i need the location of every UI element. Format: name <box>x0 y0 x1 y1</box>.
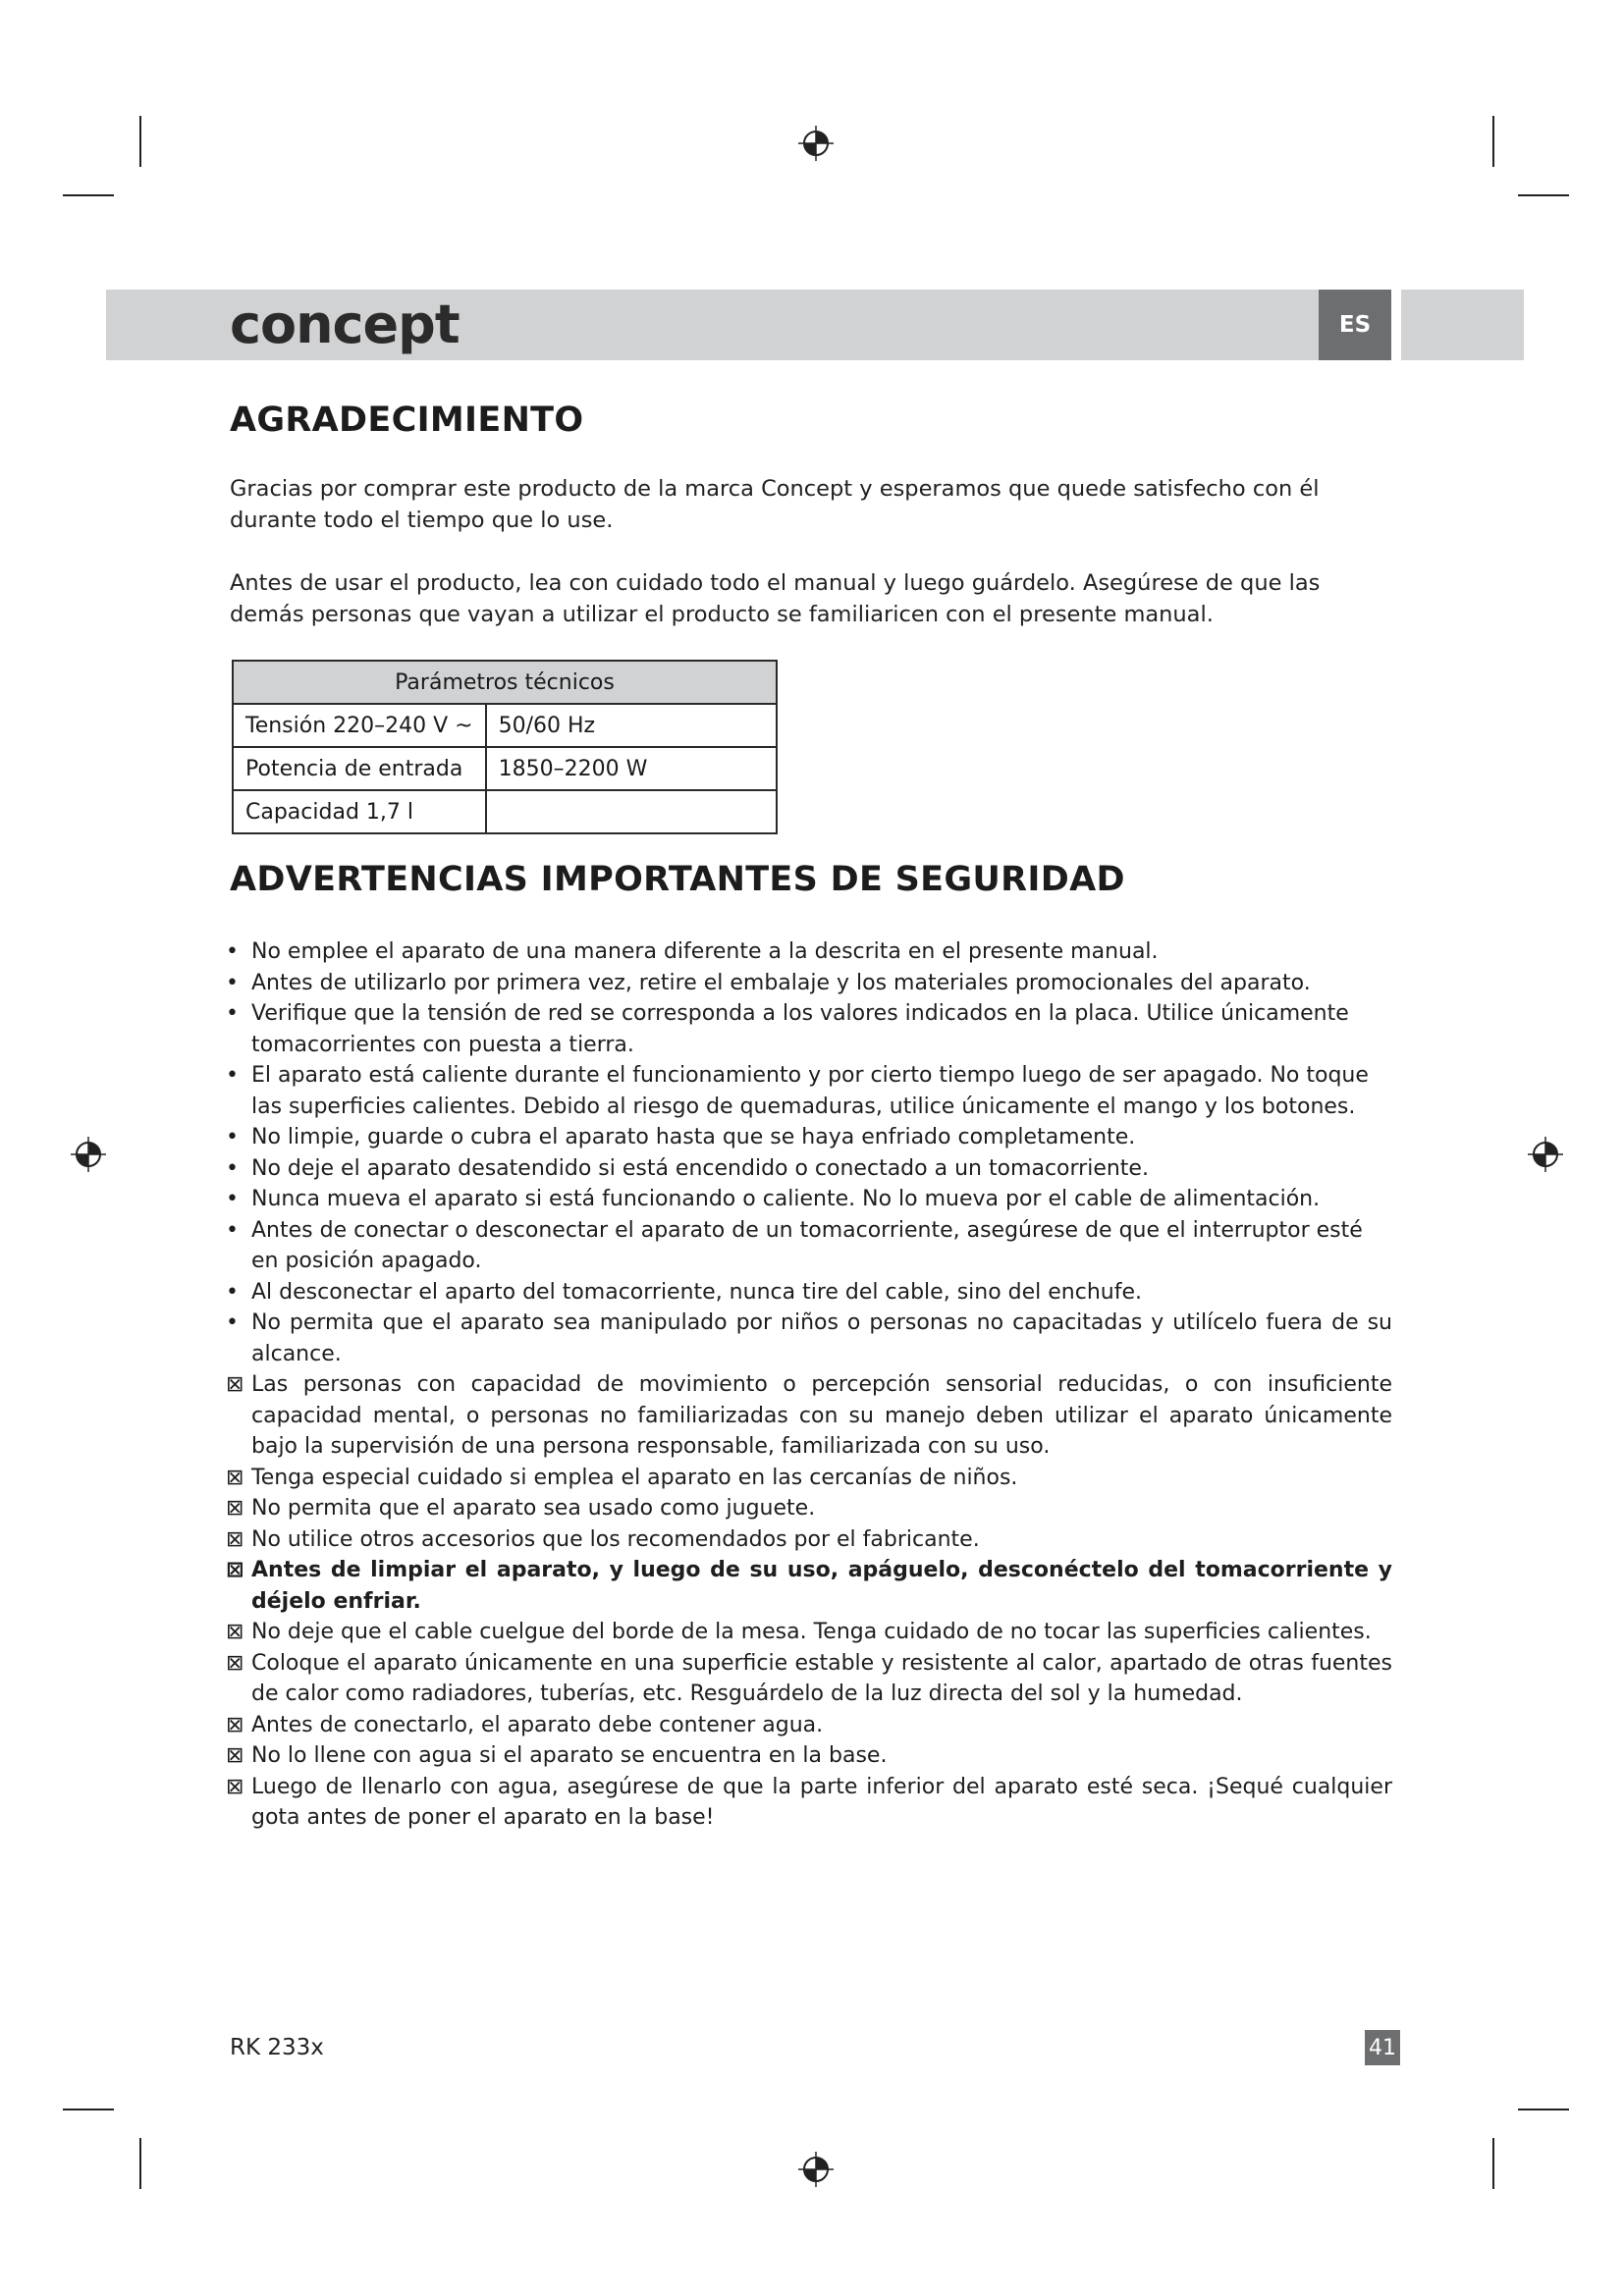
crop-mark-top-right-h <box>1518 194 1569 196</box>
list-item-text: No emplee el aparato de una manera diferente a la descrita en el presente manual. <box>251 939 1159 964</box>
list-item-text: Antes de limpiar el aparato, y luego de su uso, apáguelo, desconéctelo del tomacorriente y déjelo enfriar. <box>251 1558 1392 1614</box>
list-item <box>226 1308 1392 1369</box>
list-item-text: No deje el aparato desatendido si está encendido o conectado a un tomacorriente. <box>251 1155 1149 1181</box>
crop-mark-top-left-h <box>63 194 114 196</box>
thanks-paragraph-2: Antes de usar el producto, lea con cuidado todo el manual y luego guárdelo. Asegúrese de que las demás personas que vayan a utilizar el producto se familiaricen con el presente manual. <box>230 570 1321 627</box>
thanks-title: AGRADECIMIENTO <box>230 400 584 440</box>
box-marker: ⊠ <box>226 1465 244 1490</box>
table-header: Parámetros técnicos <box>233 661 777 704</box>
brand-logo: concept <box>230 294 460 355</box>
list-item-text: No utilice otros accesorios que los recomendados por el fabricante. <box>251 1526 980 1552</box>
list-item-text: No permita que el aparato sea usado como juguete. <box>251 1496 816 1521</box>
list-item-text: Antes de utilizarlo por primera vez, retire el embalaje y los materiales promocionales del aparato. <box>251 970 1311 995</box>
technical-parameters-table <box>232 660 778 834</box>
list-item-text: El aparato está caliente durante el funcionamiento y por cierto tiempo luego de ser apagado. No toque las superficies calientes. Debido al riesgo de quemaduras, utilice únicamente el mango y los botones. <box>251 1063 1369 1119</box>
bullet-marker: • <box>226 1125 239 1149</box>
list-item-text: No deje que el cable cuelgue del borde de la mesa. Tenga cuidado de no tocar las superficies calientes. <box>251 1620 1372 1644</box>
bullet-marker: • <box>226 939 239 964</box>
box-marker: ⊠ <box>226 1496 244 1521</box>
table-cell: Potencia de entrada <box>233 747 486 790</box>
list-item <box>226 1122 1392 1153</box>
crop-mark-bottom-right <box>1492 2138 1494 2189</box>
list-item-text: Verifique que la tensión de red se corresponda a los valores indicados en la placa. Utilice únicamente tomacorrientes con puesta a tierra. <box>251 1001 1349 1057</box>
registration-mark-top-icon <box>796 124 836 163</box>
table-cell: 1850–2200 W <box>486 747 777 790</box>
crop-mark-bottom-left <box>139 2138 141 2189</box>
crop-mark-bottom-left-h <box>63 2109 114 2110</box>
bullet-marker: • <box>226 1279 239 1305</box>
list-item <box>226 1277 1392 1308</box>
box-marker: ⊠ <box>226 1712 244 1737</box>
safety-list <box>226 936 1392 1834</box>
bullet-marker: • <box>226 1310 239 1335</box>
list-item <box>226 1493 1392 1524</box>
list-item <box>226 1555 1392 1617</box>
list-item <box>226 1648 1392 1710</box>
list-item-text: No limpie, guarde o cubra el aparato hasta que se haya enfriado completamente. <box>251 1125 1136 1149</box>
table-header-row <box>233 661 777 704</box>
bullet-marker: • <box>226 1063 239 1088</box>
bullet-marker: • <box>226 1155 239 1181</box>
box-marker: ⊠ <box>226 1620 244 1644</box>
table-row <box>233 704 777 747</box>
box-marker: ⊠ <box>226 1774 244 1799</box>
table-cell <box>486 790 777 833</box>
bullet-marker: • <box>226 1217 239 1243</box>
table-cell: Capacidad 1,7 l <box>233 790 486 833</box>
list-item-text: Al desconectar el aparto del tomacorriente, nunca tire del cable, sino del enchufe. <box>251 1279 1143 1305</box>
list-item-text: Nunca mueva el aparato si está funcionando o caliente. No lo mueva por el cable de alimentación. <box>251 1187 1321 1211</box>
list-item-text: Antes de conectarlo, el aparato debe contener agua. <box>251 1712 824 1737</box>
bullet-marker: • <box>226 1001 239 1026</box>
list-item <box>226 936 1392 968</box>
bullet-marker: • <box>226 970 239 995</box>
list-item-text: Tenga especial cuidado si emplea el aparato en las cercanías de niños. <box>251 1465 1018 1490</box>
header-gap <box>1391 290 1401 360</box>
crop-mark-bottom-right-h <box>1518 2109 1569 2110</box>
crop-mark-top-right <box>1492 116 1494 167</box>
list-item <box>226 968 1392 999</box>
page-number: 41 <box>1365 2030 1400 2065</box>
list-item <box>226 1215 1392 1277</box>
list-item <box>226 1740 1392 1772</box>
list-item <box>226 1184 1392 1215</box>
list-item <box>226 1617 1392 1648</box>
box-marker: ⊠ <box>226 1526 244 1552</box>
thanks-paragraph-1: Gracias por comprar este producto de la marca Concept y esperamos que quede satisfecho con él durante todo el tiempo que lo use. <box>230 476 1320 533</box>
list-item <box>226 1524 1392 1556</box>
list-item-text: No lo llene con agua si el aparato se encuentra en la base. <box>251 1743 888 1768</box>
list-item-text: Antes de conectar o desconectar el aparato de un tomacorriente, asegúrese de que el interruptor esté en posición apagado. <box>251 1217 1363 1273</box>
list-item <box>226 1153 1392 1185</box>
box-marker: ⊠ <box>226 1650 244 1676</box>
registration-mark-right-icon <box>1526 1135 1565 1174</box>
list-item-text: Coloque el aparato únicamente en una superficie estable y resistente al calor, apartado de otras fuentes de calor como radiadores, tuberías, etc. Resguárdelo de la luz directa del sol y la humedad. <box>251 1650 1392 1706</box>
safety-title: ADVERTENCIAS IMPORTANTES DE SEGURIDAD <box>230 860 1125 899</box>
list-item <box>226 1463 1392 1494</box>
box-marker: ⊠ <box>226 1372 244 1397</box>
table-cell: 50/60 Hz <box>486 704 777 747</box>
language-badge: ES <box>1319 290 1391 360</box>
list-item <box>226 998 1392 1060</box>
list-item-text: Las personas con capacidad de movimiento o percepción sensorial reducidas, o con insuficiente capacidad mental, o personas no familiarizadas con su manejo deben utilizar el aparato únicamente bajo la supervisión de una persona responsable, familiarizada con su uso. <box>251 1372 1392 1459</box>
list-item <box>226 1710 1392 1741</box>
list-item-text: Luego de llenarlo con agua, asegúrese de que la parte inferior del aparato esté seca. ¡Sequé cualquier gota antes de poner el aparato en la base! <box>251 1774 1392 1830</box>
registration-mark-left-icon <box>69 1135 108 1174</box>
list-item <box>226 1772 1392 1834</box>
registration-mark-bottom-icon <box>796 2150 836 2189</box>
table-row <box>233 790 777 833</box>
table-cell: Tensión 220–240 V ~ <box>233 704 486 747</box>
box-marker: ⊠ <box>226 1558 244 1582</box>
crop-mark-top-left <box>139 116 141 167</box>
bullet-marker: • <box>226 1187 239 1211</box>
table-row <box>233 747 777 790</box>
list-item <box>226 1060 1392 1122</box>
model-number: RK 233x <box>230 2035 324 2060</box>
list-item <box>226 1369 1392 1463</box>
list-item-text: No permita que el aparato sea manipulado por niños o personas no capacitadas y utilícelo fuera de su alcance. <box>251 1310 1392 1366</box>
box-marker: ⊠ <box>226 1743 244 1768</box>
